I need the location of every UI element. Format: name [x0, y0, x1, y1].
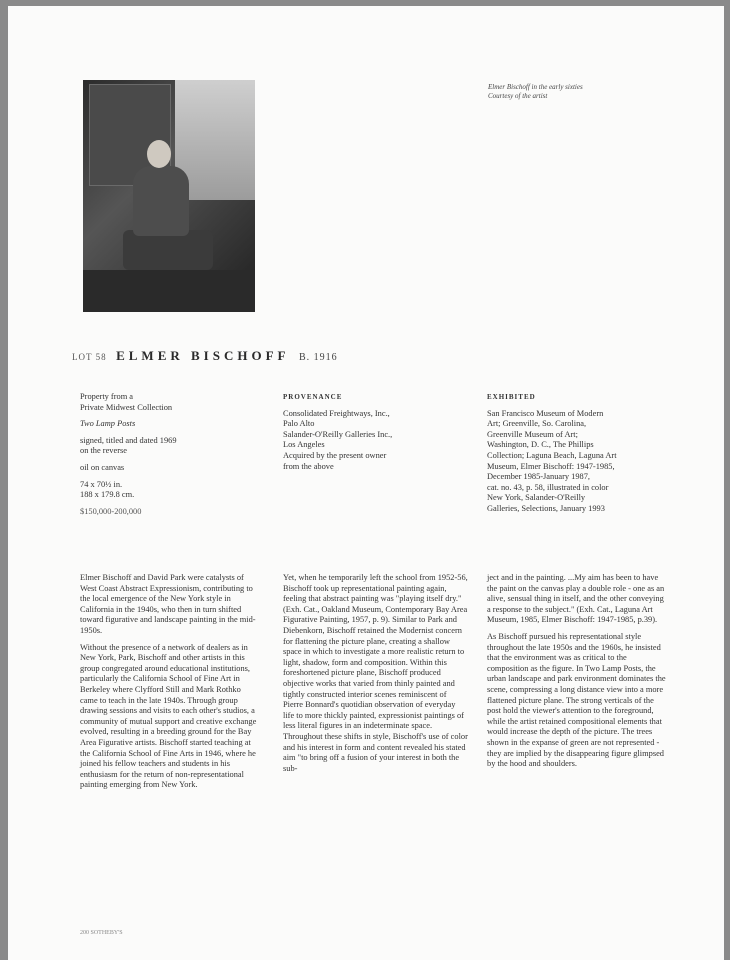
- exhibited-line: San Francisco Museum of Modern: [487, 408, 604, 418]
- lot-heading: [72, 348, 338, 364]
- provenance-label: PROVENANCE: [283, 393, 343, 401]
- exhibited-line: New York, Salander-O'Reilly: [487, 493, 586, 503]
- essay-paragraph: ject and in the painting. ...My aim has been to have the paint on the canvas play a double role - one as an alive, sensual thing in itself, and the other conveying a response to the subject." (Exh. Cat., Laguna Art Museum, 1985, Elmer Bischoff: 1947-1985, p.39).: [487, 573, 665, 625]
- dimensions-in: 74 x 70½ in.: [80, 479, 123, 489]
- signed-line-2: on the reverse: [80, 446, 127, 456]
- essay-paragraph: Without the presence of a network of dealers as in New York, Park, Bischoff and other artists in this group congregated around educational institutions, particularly the California School of Fine Art in Berkeley where Clyfford Still and Mark Rothko came to teach in the late 1940s. Through group drawing sessions and visits to each other's studios, a community of mutual support and creative exchange evolved, resulting in a breeding ground for the Bay Area Figurative artists. Bischoff started teaching at the California School of Fine Arts in 1946, where he joined his fellow teachers and students in his enthusiasm for the return of non-representational painting emerging from New York.: [80, 642, 257, 790]
- exhibited-line: Washington, D. C., The Phillips: [487, 440, 594, 450]
- essay-column-3: [487, 573, 667, 776]
- exhibited-line: Museum, Elmer Bischoff: 1947-1985,: [487, 461, 615, 471]
- artwork-title: Two Lamp Posts: [80, 419, 136, 429]
- provenance-line: Los Angeles: [283, 440, 325, 450]
- artist-birth: B. 1916: [298, 352, 338, 363]
- medium: oil on canvas: [80, 462, 125, 472]
- exhibited-line: Greenville Museum of Art;: [487, 429, 578, 439]
- page-footer: 200 SOTHEBY'S: [80, 930, 123, 936]
- exhibited-line: Art; Greenville, So. Carolina,: [487, 419, 587, 429]
- essay-paragraph: As Bischoff pursued his representational style throughout the late 1950s and the 1960s, he insisted that the environment was as critical to the composition as the figure. In Two Lamp Posts, the urban landscape and park environment dominates the scene, compressing a long distance view into a more flattened picture plane. The strong verticals of the post hold the viewer's attention to the foreground, while the artist retained compositional elements that would increase the depth of the picture. The trees shown in the expanse of green are not represented - they are implied by the disappearing figure glimpsed by the hood and shoulders.: [487, 631, 666, 769]
- provenance-line: Consolidated Freightways, Inc.,: [283, 408, 390, 418]
- lot-number: LOT 58: [72, 352, 107, 362]
- essay-paragraph: Elmer Bischoff and David Park were catalysts of West Coast Abstract Expressionism, contributing to the local emergence of the New York style in California in the 1940s, who then in turn shifted toward figurative and landscape painting in the mid-1950s.: [80, 573, 256, 635]
- signed-line-1: signed, titled and dated 1969: [80, 435, 177, 445]
- artist-name: ELMER BISCHOFF: [116, 348, 290, 363]
- caption-line-2: Courtesy of the artist: [488, 92, 548, 100]
- provenance-line: Acquired by the present owner: [283, 450, 387, 460]
- exhibited-line: Galleries, Selections, January 1993: [487, 503, 605, 513]
- provenance-line-2: Private Midwest Collection: [80, 402, 173, 412]
- provenance-line: from the above: [283, 461, 334, 471]
- essay-column-1: [80, 573, 260, 797]
- exhibited-line: December 1985-January 1987,: [487, 472, 591, 482]
- exhibited-line: cat. no. 43, p. 58, illustrated in color: [487, 482, 609, 492]
- essay-column-2: [283, 573, 468, 780]
- provenance-line: Salander-O'Reilly Galleries Inc.,: [283, 429, 393, 439]
- essay-paragraph: Yet, when he temporarily left the school from 1952-56, Bischoff took up representational painting again, feeling that abstract painting was "playing itself dry." (Exh. Cat., Oakland Museum, Contemporary Bay Area Figurative Painting, 1957, p. 9). Similar to Park and Diebenkorn, Bischoff retained the Modernist concern for flattening the picture plane, creating a shallow space in which to investigate a more realistic return to light, shadow, form and composition. Within this foreshortened picture plane, Bischoff produced objective works that varied from thinly painted and tightly constructed interior scenes reminiscent of Pierre Bonnard's quotidian observation of everyday life to more thickly painted, expressionist paintings of less literal figures in an indeterminate space. Throughout these shifts in style, Bischoff's use of color and his interest in form and content revealed his stated aim "to bring off a fusion of your interest in both the sub-: [283, 573, 468, 773]
- dimensions-cm: 188 x 179.8 cm.: [80, 490, 135, 500]
- exhibited-label: EXHIBITED: [487, 393, 536, 401]
- artist-photo: [83, 80, 255, 312]
- provenance-line-1: Property from a: [80, 392, 134, 401]
- exhibited-column: [487, 392, 667, 515]
- provenance-line: Palo Alto: [283, 419, 315, 429]
- provenance-column: [283, 392, 468, 472]
- exhibited-line: Collection; Laguna Beach, Laguna Art: [487, 450, 617, 460]
- caption-line-1: Elmer Bischoff in the early sixties: [488, 83, 583, 91]
- estimate: $150,000-200,000: [80, 506, 142, 516]
- photo-caption: [488, 83, 648, 101]
- details-column: [80, 392, 260, 523]
